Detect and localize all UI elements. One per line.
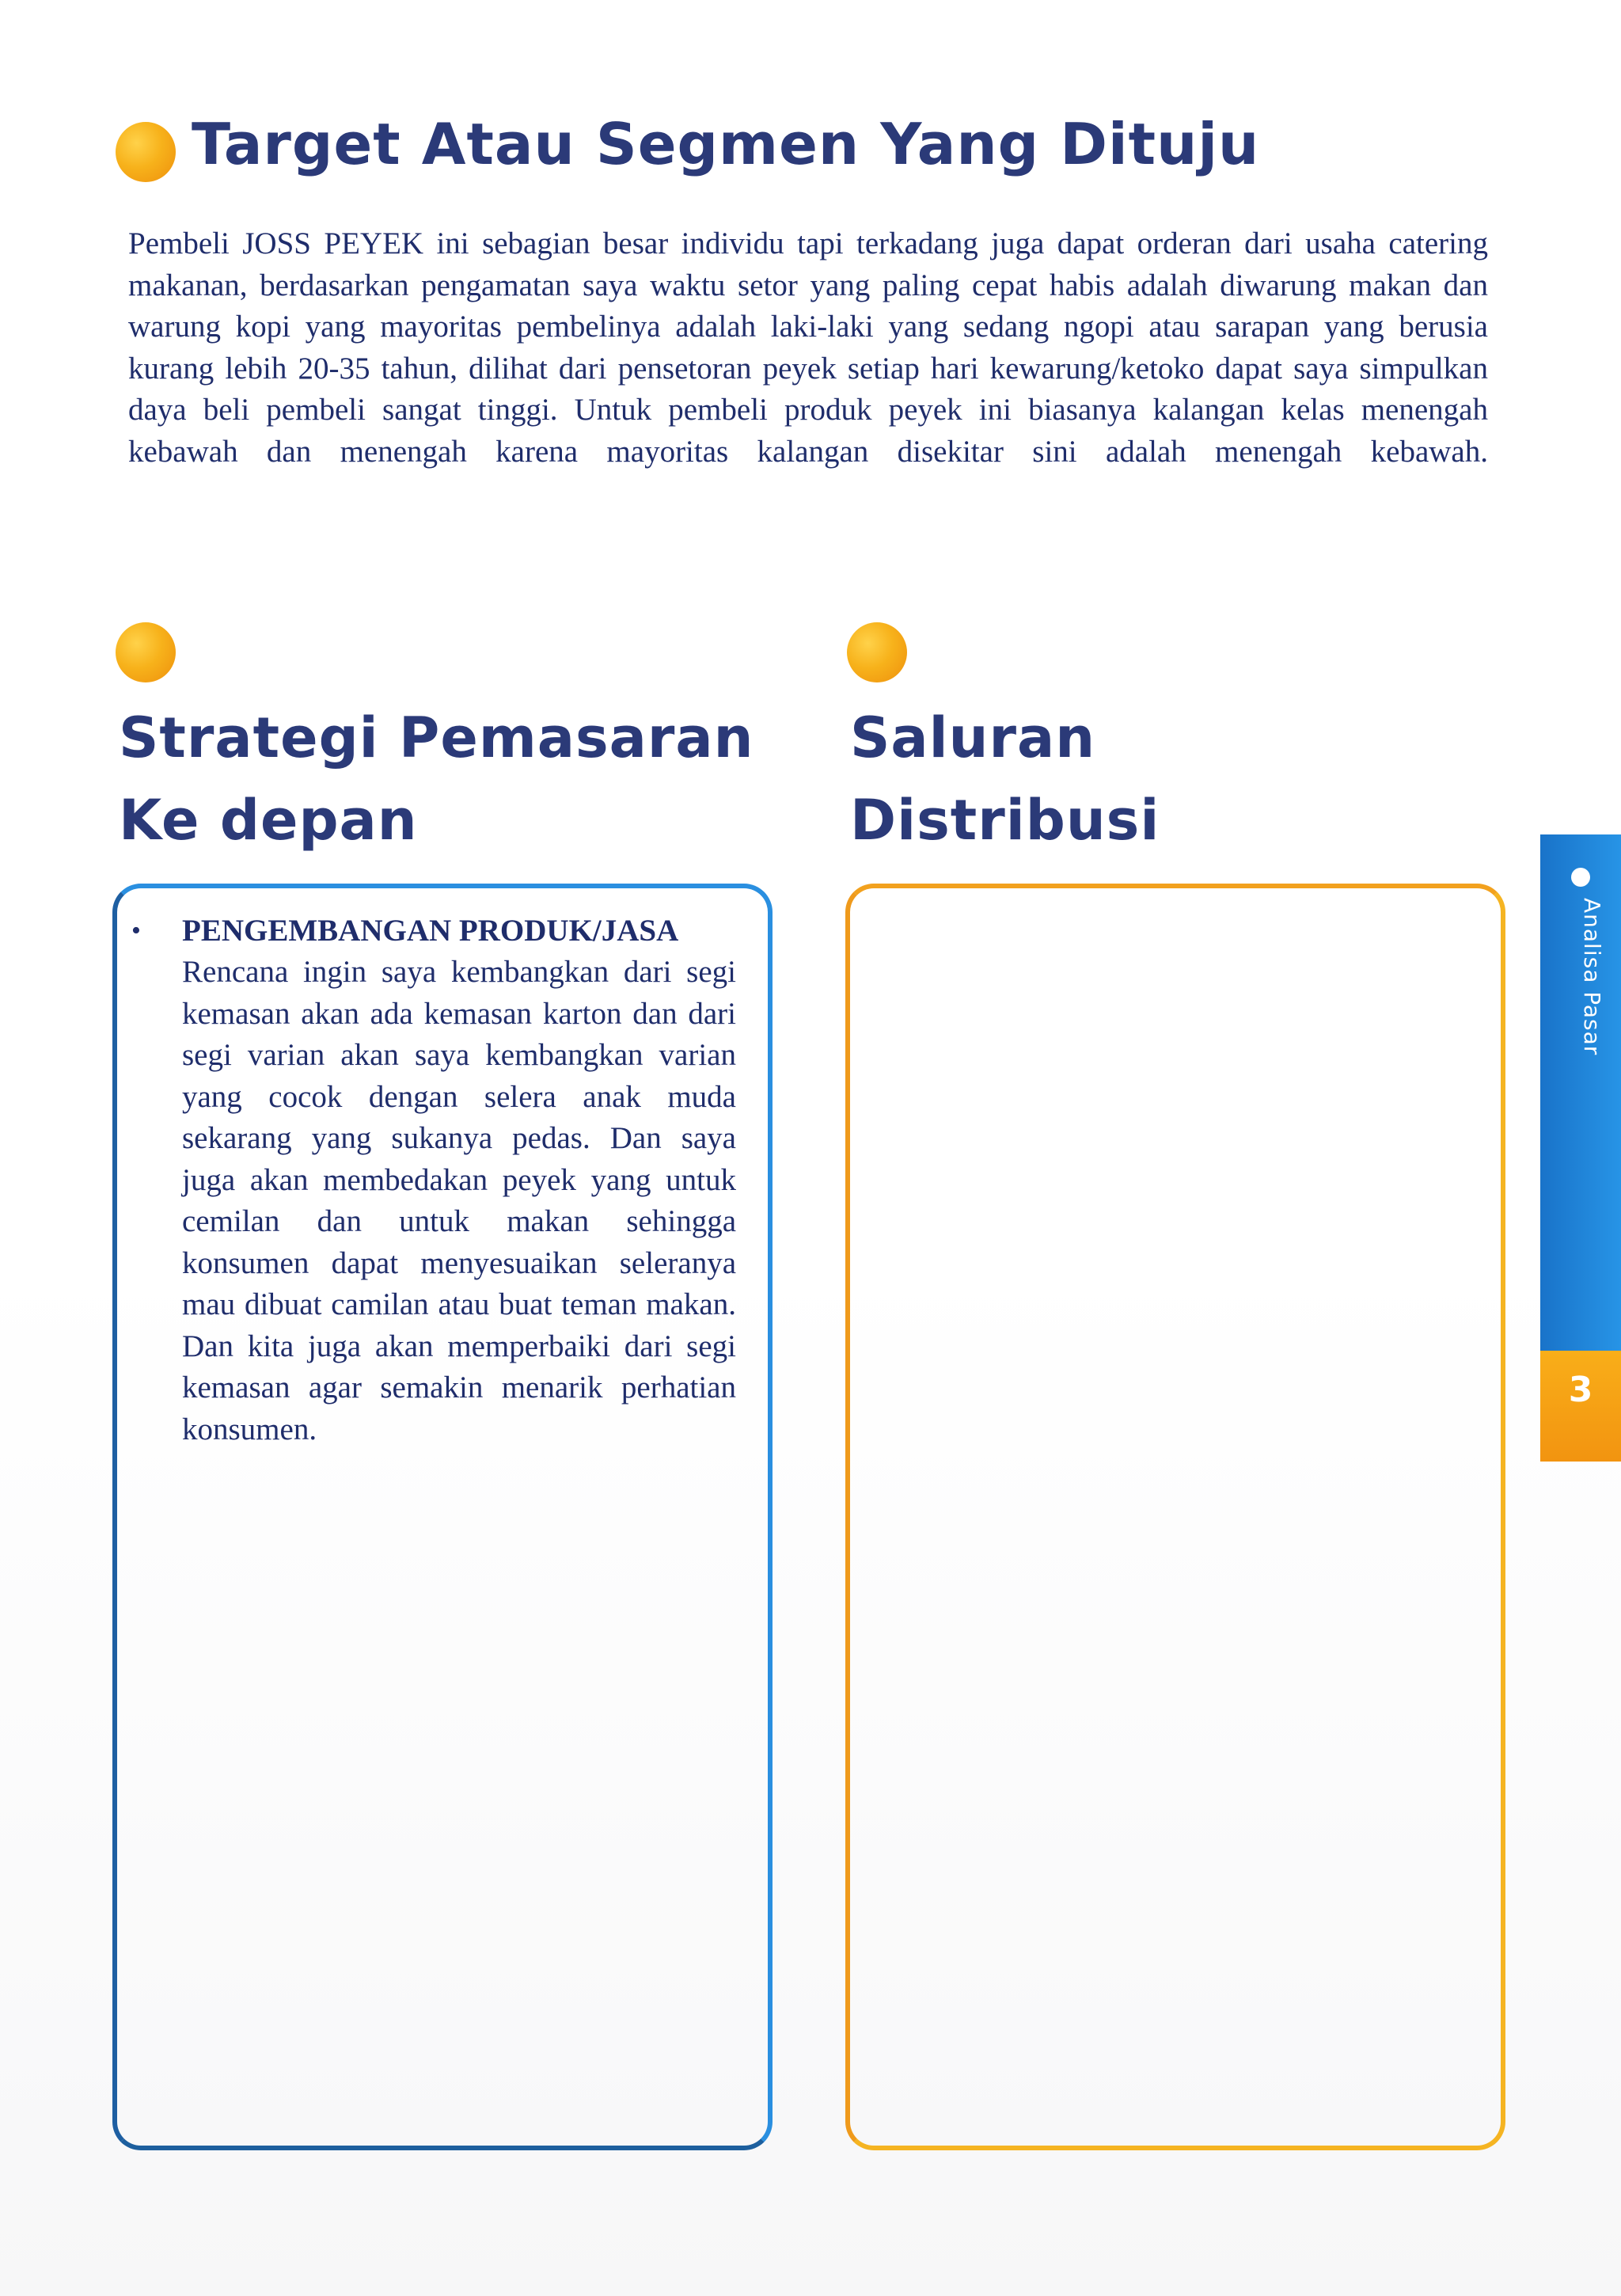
bullet-title: PENGEMBANGAN PRODUK/JASA <box>182 914 679 948</box>
target-section-title: Target Atau Segmen Yang Dituju <box>192 111 1260 177</box>
section-bullet-dot-icon <box>847 622 907 682</box>
distribution-title-line1: Saluran <box>850 705 1096 770</box>
distribution-content-box <box>845 884 1505 2150</box>
side-tab-label: Analisa Pasar <box>1579 898 1605 1056</box>
bullet-icon: • <box>131 916 141 945</box>
section-bullet-dot-icon <box>116 622 176 682</box>
strategy-title-line2: Ke depan <box>119 788 418 853</box>
bullet-body: Rencana ingin saya kembangkan dari segi kemasan akan ada kemasan karton dan dari segi varian akan saya kembangkan varian yang cocok dengan selera anak muda sekarang yang sukanya pedas. Dan saya juga akan membedakan peyek yang untuk cemilan dan untuk makan sehingga konsumen dapat menyesuaikan seleranya mau dibuat camilan atau buat teman makan. Dan kita juga akan memperbaiki dari segi kemasan agar semakin menarik perhatian konsumen. <box>182 955 736 1446</box>
page-number: 3 <box>1540 1351 1621 1462</box>
list-item <box>131 910 736 1450</box>
strategy-title-line1: Strategi Pemasaran <box>119 705 754 770</box>
strategy-bullet-list <box>131 910 736 1450</box>
strategy-section-title <box>119 697 754 861</box>
section-bullet-dot-icon <box>116 122 176 182</box>
tab-dot-icon <box>1571 868 1590 887</box>
distribution-title-line2: Distribusi <box>850 788 1160 853</box>
target-section-paragraph: Pembeli JOSS PEYEK ini sebagian besar individu tapi terkadang juga dapat orderan dari usaha catering makanan, berdasarkan pengamatan saya waktu setor yang paling cepat habis adalah diwarung makan dan warung kopi yang mayoritas pembelinya adalah laki-laki yang sedang ngopi atau sarapan yang berusia kurang lebih 20-35 tahun, dilihat dari pensetoran peyek setiap hari kewarung/ketoko dapat saya simpulkan daya beli pembeli sangat tinggi. Untuk pembeli produk peyek ini biasanya kalangan kelas menengah kebawah dan menengah karena mayoritas kalangan disekitar sini adalah menengah kebawah. <box>128 226 1488 469</box>
distribution-section-title <box>850 697 1160 861</box>
